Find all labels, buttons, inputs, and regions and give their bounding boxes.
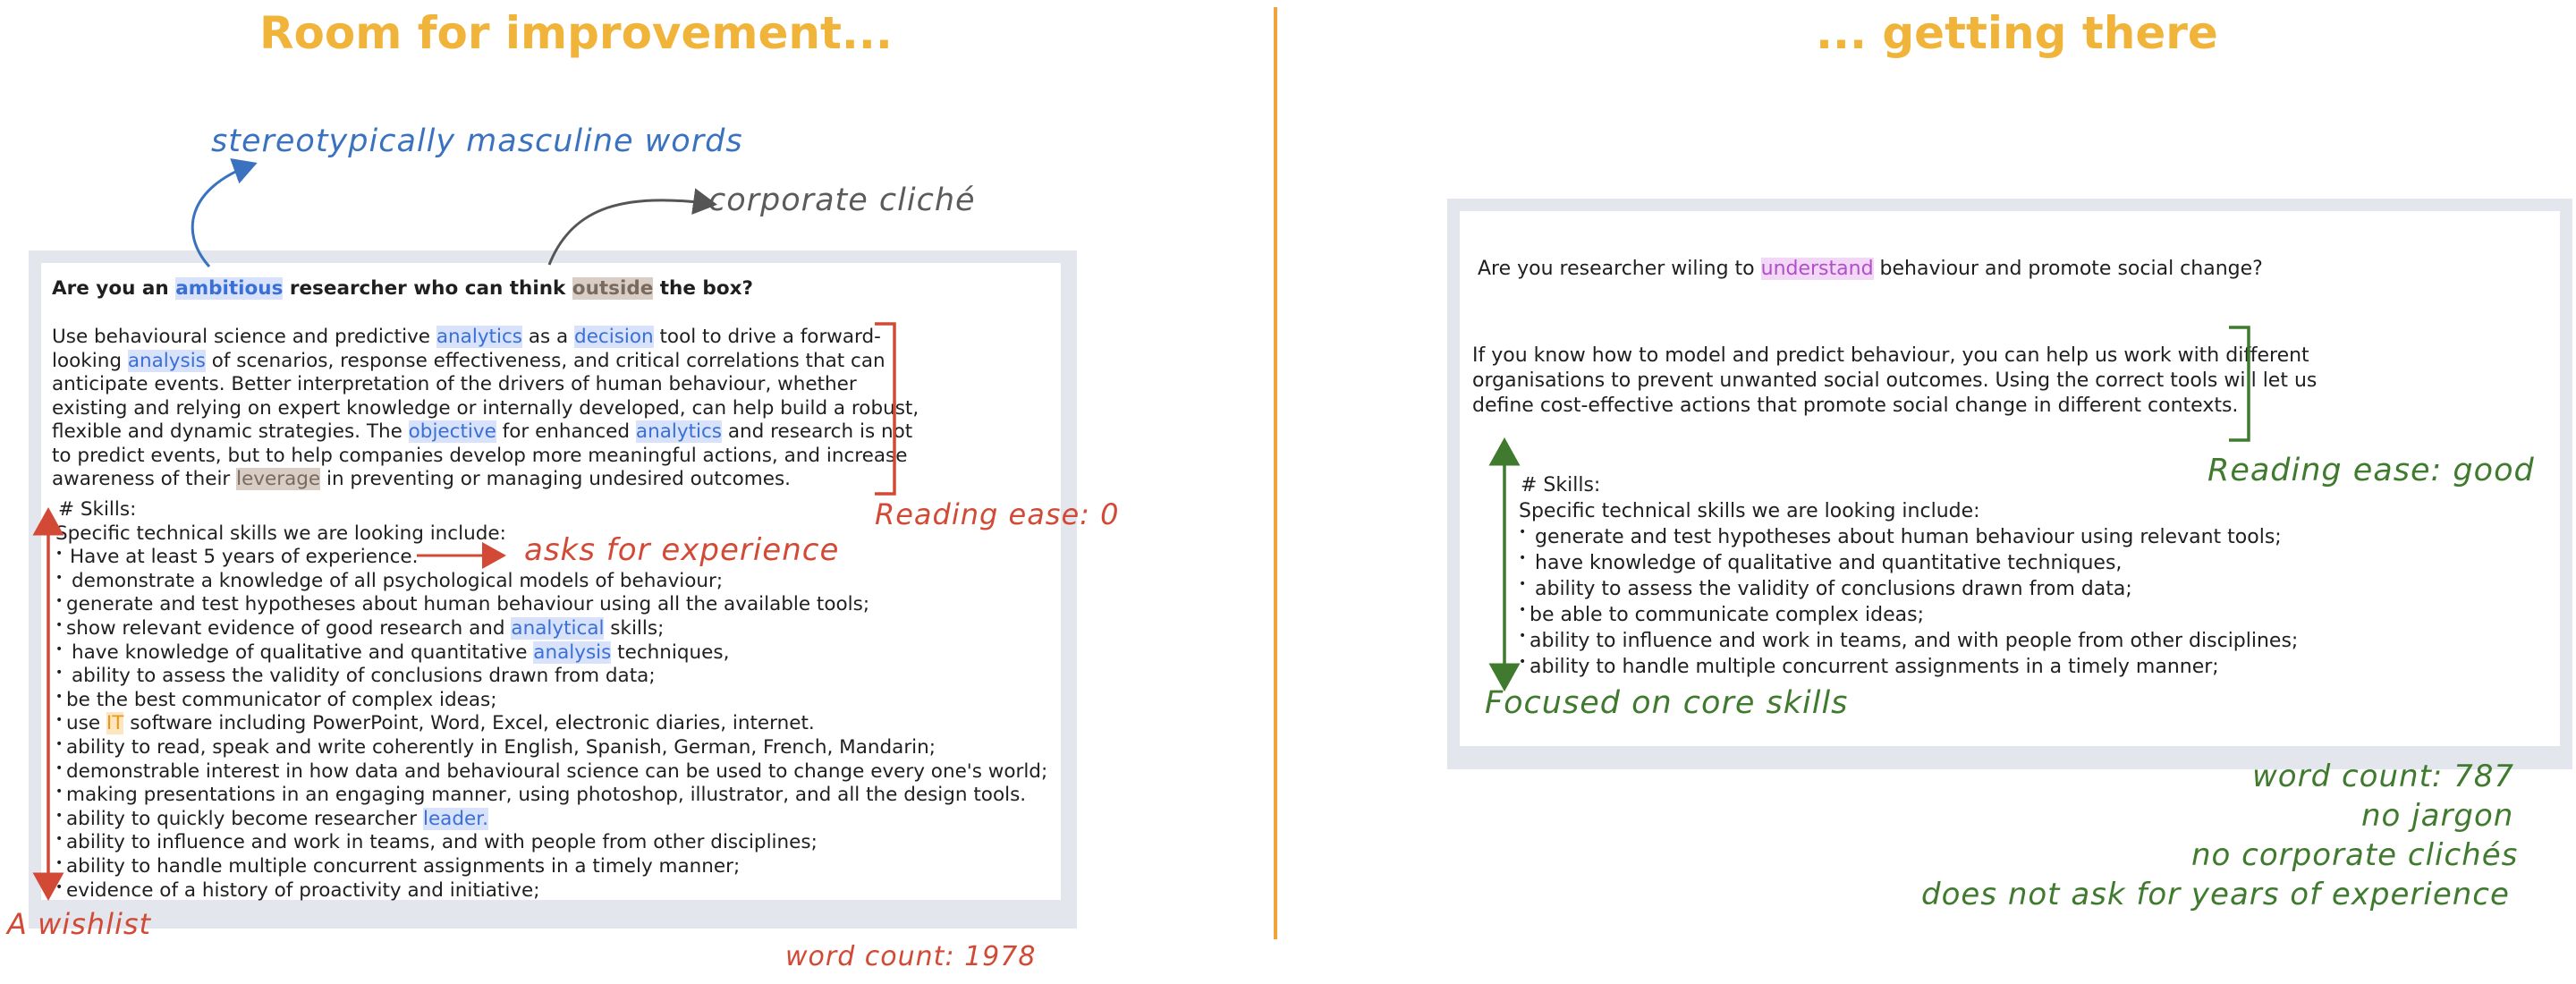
headline-text: researcher who can think bbox=[283, 277, 572, 300]
bullet-icon: • bbox=[55, 760, 64, 776]
bullet-icon: • bbox=[1519, 629, 1527, 643]
bullet-icon: • bbox=[55, 808, 64, 823]
highlight-masculine-word: ambitious bbox=[175, 277, 284, 300]
annotation-masculine-words: stereotypically masculine words bbox=[211, 123, 743, 159]
bracket-reading-ease bbox=[875, 324, 894, 494]
bullet-icon: • bbox=[55, 689, 64, 704]
paragraph-line: anticipate events. Better interpretation of the drivers of human behaviour, whether bbox=[52, 373, 857, 395]
bullet-icon: • bbox=[55, 547, 64, 562]
line-text: as a bbox=[521, 326, 575, 348]
bullet-icon: • bbox=[55, 570, 64, 585]
skill-text: ability to quickly become researcher bbox=[66, 807, 423, 830]
bullet-icon: • bbox=[1519, 655, 1527, 669]
left-annotation-arrows bbox=[0, 0, 1270, 984]
highlight-masculine-word: decision bbox=[574, 326, 654, 348]
arrow-to-masculine-label bbox=[192, 165, 252, 267]
annotation-reading-ease-good: Reading ease: good bbox=[2207, 453, 2535, 488]
headline-text: Are you researcher wiling to bbox=[1478, 258, 1761, 280]
center-divider bbox=[1274, 7, 1277, 939]
skills-header: # Skills: bbox=[58, 498, 137, 521]
skill-text: evidence of a history of proactivity and initiative; bbox=[66, 878, 540, 902]
skills-header: # Skills: bbox=[1521, 474, 1601, 496]
annotation-no-years: does not ask for years of experience bbox=[1921, 877, 2510, 912]
annotation-word-count: word count: 787 bbox=[2252, 759, 2515, 794]
skill-text: ability to influence and work in teams, and with people from other disciplines; bbox=[1530, 630, 2299, 652]
skill-text: making presentations in an engaging manner, using photoshop, illustrator, and all the design tools. bbox=[66, 784, 1027, 807]
annotation-focused-core-skills: Focused on core skills bbox=[1485, 685, 1849, 721]
paragraph-line: organisations to prevent unwanted social outcomes. Using the correct tools will let us bbox=[1472, 369, 2318, 392]
headline-text: the box? bbox=[653, 277, 753, 300]
skill-text: ability to handle multiple concurrent assignments in a timely manner; bbox=[1530, 656, 2219, 678]
line-text: awareness of their bbox=[52, 468, 237, 490]
highlight-masculine-word: leader. bbox=[422, 807, 488, 830]
bullet-icon: • bbox=[55, 736, 64, 751]
line-text: for enhanced bbox=[496, 420, 636, 443]
skills-intro: Specific technical skills we are looking include: bbox=[55, 522, 506, 545]
highlight-masculine-word: analysis bbox=[533, 640, 612, 664]
bullet-icon: • bbox=[55, 666, 64, 681]
bullet-icon: • bbox=[1519, 551, 1527, 565]
skill-text: have knowledge of qualitative and quantitative bbox=[72, 640, 534, 664]
annotation-corporate-cliche: corporate cliché bbox=[708, 182, 976, 218]
highlight-masculine-word: analytics bbox=[635, 420, 722, 443]
skill-text: demonstrable interest in how data and behavioural science can be used to change every one's world; bbox=[66, 759, 1048, 783]
bullet-icon: • bbox=[55, 785, 64, 800]
skill-text: be the best communicator of complex ideas; bbox=[66, 688, 497, 711]
highlight-word: understand bbox=[1760, 258, 1874, 280]
headline-text: behaviour and promote social change? bbox=[1873, 258, 2263, 280]
bullet-icon: • bbox=[55, 641, 64, 657]
skills-intro: Specific technical skills we are looking include: bbox=[1519, 500, 1980, 522]
annotation-no-jargon: no jargon bbox=[2361, 798, 2514, 834]
right-annotation-arrows bbox=[1288, 0, 2576, 984]
arrow-to-cliche-label bbox=[549, 200, 712, 265]
skill-text: ability to assess the validity of conclusions drawn from data; bbox=[72, 665, 656, 688]
skill-text: software including PowerPoint, Word, Excel, electronic diaries, internet. bbox=[123, 712, 815, 735]
skill-text: skills; bbox=[604, 616, 665, 640]
line-text: flexible and dynamic strategies. The bbox=[52, 420, 409, 443]
skill-text: show relevant evidence of good research and bbox=[66, 616, 512, 640]
line-text: of scenarios, response effectiveness, and critical correlations that can bbox=[205, 349, 886, 372]
annotation-word-count: word count: 1978 bbox=[785, 941, 1037, 972]
paragraph-line: existing and relying on expert knowledge or internally developed, can help build a robust, bbox=[52, 396, 919, 420]
annotation-wishlist: A wishlist bbox=[7, 907, 152, 941]
skill-text: be able to communicate complex ideas; bbox=[1530, 604, 1924, 626]
paragraph-line: to predict events, but to help companies develop more meaningful actions, and increase bbox=[52, 444, 908, 467]
line-text: tool to drive a forward- bbox=[653, 326, 881, 348]
annotation-asks-experience: asks for experience bbox=[524, 532, 840, 568]
skill-text: ability to read, speak and write coherently in English, Spanish, German, French, Mandarin; bbox=[66, 735, 936, 759]
skill-text: have knowledge of qualitative and quantitative techniques, bbox=[1535, 552, 2123, 574]
line-text: Use behavioural science and predictive bbox=[52, 326, 436, 348]
paragraph-line: If you know how to model and predict behaviour, you can help us work with different bbox=[1472, 344, 2309, 367]
skill-text: use bbox=[66, 712, 106, 735]
line-text: looking bbox=[52, 349, 128, 372]
bullet-icon: • bbox=[55, 594, 64, 609]
highlight-masculine-word: analytics bbox=[436, 326, 522, 348]
skill-text: ability to assess the validity of conclusions drawn from data; bbox=[1535, 578, 2132, 600]
bullet-icon: • bbox=[55, 855, 64, 870]
bullet-icon: • bbox=[1519, 603, 1527, 617]
bullet-icon: • bbox=[1519, 577, 1527, 591]
highlight-masculine-word: analysis bbox=[127, 349, 206, 372]
headline-text: Are you an bbox=[52, 277, 176, 300]
highlight-masculine-word: analytical bbox=[511, 616, 605, 640]
line-text: in preventing or managing undesired outcomes. bbox=[320, 468, 792, 490]
skill-text: generate and test hypotheses about human behaviour using all the available tools; bbox=[66, 593, 870, 616]
skill-text: demonstrate a knowledge of all psychological models of behaviour; bbox=[72, 569, 724, 592]
annotation-no-cliches: no corporate clichés bbox=[2191, 837, 2519, 873]
line-text: and research is not bbox=[722, 420, 913, 443]
skill-text: techniques, bbox=[611, 640, 730, 664]
highlight-cliche-word: outside bbox=[572, 277, 654, 300]
highlight-masculine-word: objective bbox=[408, 420, 496, 443]
bullet-icon: • bbox=[55, 617, 64, 632]
right-title: ... getting there bbox=[1816, 7, 2218, 59]
skill-text: ability to handle multiple concurrent assignments in a timely manner; bbox=[66, 854, 741, 878]
bullet-icon: • bbox=[55, 879, 64, 895]
bracket-reading-ease-good bbox=[2229, 327, 2249, 440]
left-title: Room for improvement... bbox=[259, 7, 893, 59]
bullet-icon: • bbox=[55, 713, 64, 728]
skill-text: Have at least 5 years of experience. bbox=[70, 546, 419, 569]
annotation-reading-ease: Reading ease: 0 bbox=[875, 497, 1120, 531]
bullet-icon: • bbox=[1519, 525, 1527, 539]
highlight-jargon-word: IT bbox=[106, 712, 124, 735]
skill-text: ability to influence and work in teams, and with people from other disciplines; bbox=[66, 831, 818, 854]
bullet-icon: • bbox=[55, 832, 64, 847]
paragraph-line: define cost-effective actions that promote social change in different contexts. bbox=[1472, 394, 2239, 417]
skill-text: generate and test hypotheses about human behaviour using relevant tools; bbox=[1535, 526, 2282, 548]
highlight-cliche-word: leverage bbox=[236, 468, 321, 490]
